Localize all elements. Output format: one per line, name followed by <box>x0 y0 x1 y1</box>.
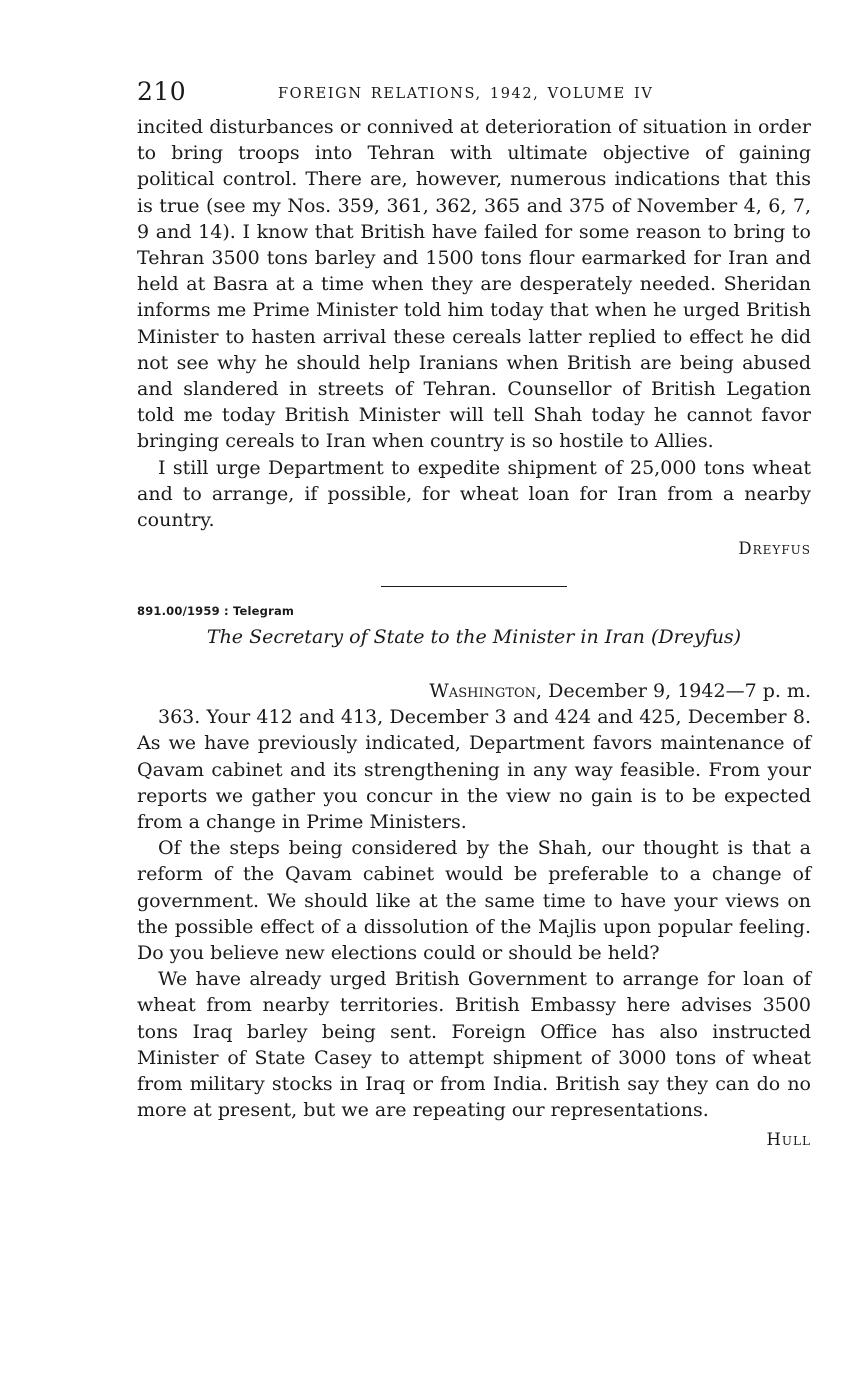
first-document-signature: Dreyfus <box>738 539 811 559</box>
document-title: The Secretary of State to the Minister in Iran (Dreyfus) <box>206 626 742 649</box>
dateline-date: December 9, 1942—7 p. m. <box>542 680 811 703</box>
running-header <box>137 74 811 114</box>
second-document-paragraph-3: We have already urged British Government to arrange for loan of wheat from nearby territories. British Embassy here advises 3500 tons Iraq barley being sent. Foreign Office has also instructed Minister of State Casey to attempt shipment of 3000 tons of wheat from military stocks in Iraq or from India. British say they can do no more at present, but we are repeating our representations. <box>137 968 811 1122</box>
first-document-paragraph-1: incited disturbances or connived at deterioration of situation in order to bring troops into Tehran with ultimate objective of gaining political control. There are, however, numerous indications that this is true (see my Nos. 359, 361, 362, 365 and 375 of November 4, 6, 7, 9 and 14). I know that British have failed for some reason to bring to Tehran 3500 tons barley and 1500 tons flour earmarked for Iran and held at Basra at a time when they are desperately needed. Sheridan informs me Prime Minister told him today that when he urged British Minister to hasten arrival these cereals latter replied to effect he did not see why he should help Iranians when British are being abused and slandered in streets of Tehran. Counsellor of British Legation told me today British Minister will tell Shah today he cannot favor bringing cereals to Iran when country is so hostile to Allies. <box>137 116 811 453</box>
running-header-title: FOREIGN RELATIONS, 1942, VOLUME IV <box>278 86 654 102</box>
page-number: 210 <box>137 77 187 106</box>
document-page <box>137 74 811 1153</box>
first-document-paragraph-2: I still urge Department to expedite shipment of 25,000 tons wheat and to arrange, if possible, for wheat loan for Iran from a nearby country. <box>137 456 811 532</box>
second-document-signature: Hull <box>766 1129 811 1149</box>
first-document <box>137 114 811 562</box>
dateline <box>137 678 811 704</box>
file-reference: 891.00/1959 : Telegram <box>137 604 295 619</box>
second-document-paragraph-1: 363. Your 412 and 413, December 3 and 424 and 425, December 8. As we have previously indicated, Department favors maintenance of Qavam cabinet and its strengthening in any way feasible. From your reports we gather you concur in the view no gain is to be expected from a change in Prime Ministers. <box>137 706 811 834</box>
second-document <box>137 604 811 1152</box>
section-divider <box>381 586 567 587</box>
second-document-paragraph-2: Of the steps being considered by the Shah, our thought is that a reform of the Qavam cabinet would be preferable to a change of government. We should like at the same time to have your views on the possible effect of a dissolution of the Majlis upon popular feeling. Do you believe new elections could or should be held? <box>137 837 811 965</box>
dateline-place: Washington, <box>429 680 543 703</box>
